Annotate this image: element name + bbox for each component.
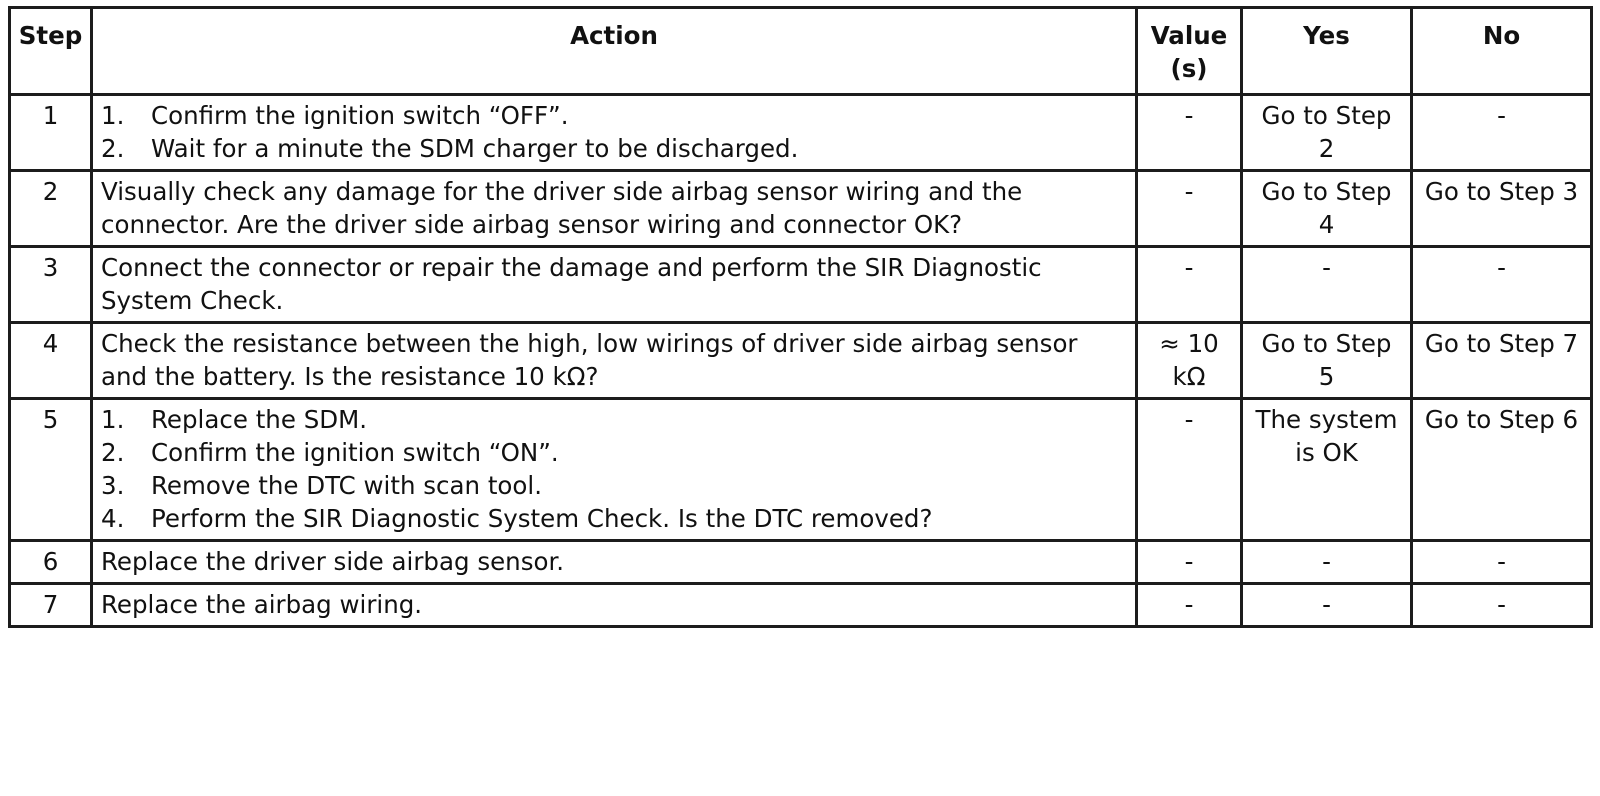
value-cell: - xyxy=(1137,541,1242,584)
table-row xyxy=(10,247,1592,323)
step-cell: 1 xyxy=(10,95,92,171)
action-cell: Connect the connector or repair the damage and perform the SIR Diagnostic System Check. xyxy=(92,247,1137,323)
list-item-text: Remove the DTC with scan tool. xyxy=(151,471,543,500)
list-item xyxy=(101,469,1127,502)
action-cell xyxy=(92,95,1137,171)
list-item-number: 2. xyxy=(101,438,125,467)
no-cell: - xyxy=(1412,247,1592,323)
action-cell: Replace the airbag wiring. xyxy=(92,584,1137,627)
action-cell: Replace the driver side airbag sensor. xyxy=(92,541,1137,584)
list-item xyxy=(101,436,1127,469)
step-cell: 4 xyxy=(10,323,92,399)
header-yes: Yes xyxy=(1242,8,1412,95)
value-cell: ≈ 10 kΩ xyxy=(1137,323,1242,399)
table-row xyxy=(10,399,1592,541)
yes-cell: The system is OK xyxy=(1242,399,1412,541)
step-cell: 3 xyxy=(10,247,92,323)
value-cell: - xyxy=(1137,247,1242,323)
header-value: Value (s) xyxy=(1137,8,1242,95)
header-row xyxy=(10,8,1592,95)
action-cell: Check the resistance between the high, low wirings of driver side airbag sensor and the battery. Is the resistance 10 kΩ? xyxy=(92,323,1137,399)
list-item xyxy=(101,403,1127,436)
value-cell: - xyxy=(1137,584,1242,627)
value-cell: - xyxy=(1137,399,1242,541)
list-item-number: 1. xyxy=(101,101,125,130)
no-cell: - xyxy=(1412,95,1592,171)
no-cell: Go to Step 7 xyxy=(1412,323,1592,399)
list-item-number: 2. xyxy=(101,134,125,163)
action-cell xyxy=(92,399,1137,541)
yes-cell: Go to Step 2 xyxy=(1242,95,1412,171)
action-list xyxy=(101,403,1127,535)
step-cell: 2 xyxy=(10,171,92,247)
table-row xyxy=(10,171,1592,247)
value-cell: - xyxy=(1137,95,1242,171)
list-item-text: Replace the SDM. xyxy=(151,405,368,434)
list-item-number: 1. xyxy=(101,405,125,434)
action-cell: Visually check any damage for the driver side airbag sensor wiring and the connector. Are the driver side airbag sensor wiring and connector OK? xyxy=(92,171,1137,247)
header-no: No xyxy=(1412,8,1592,95)
list-item xyxy=(101,99,1127,132)
table-row xyxy=(10,95,1592,171)
list-item-text: Perform the SIR Diagnostic System Check. Is the DTC removed? xyxy=(151,504,933,533)
diagnostic-table xyxy=(8,6,1593,628)
no-cell: Go to Step 6 xyxy=(1412,399,1592,541)
yes-cell: - xyxy=(1242,584,1412,627)
list-item xyxy=(101,132,1127,165)
list-item-text: Wait for a minute the SDM charger to be discharged. xyxy=(151,134,799,163)
list-item-text: Confirm the ignition switch “ON”. xyxy=(151,438,559,467)
list-item-text: Confirm the ignition switch “OFF”. xyxy=(151,101,569,130)
no-cell: Go to Step 3 xyxy=(1412,171,1592,247)
yes-cell: - xyxy=(1242,247,1412,323)
action-list xyxy=(101,99,1127,165)
table-row xyxy=(10,584,1592,627)
header-step: Step xyxy=(10,8,92,95)
table-row xyxy=(10,323,1592,399)
no-cell: - xyxy=(1412,541,1592,584)
header-action: Action xyxy=(92,8,1137,95)
list-item-number: 3. xyxy=(101,471,125,500)
step-cell: 7 xyxy=(10,584,92,627)
step-cell: 6 xyxy=(10,541,92,584)
yes-cell: Go to Step 4 xyxy=(1242,171,1412,247)
diagnostic-table-container xyxy=(8,6,1590,628)
yes-cell: - xyxy=(1242,541,1412,584)
no-cell: - xyxy=(1412,584,1592,627)
yes-cell: Go to Step 5 xyxy=(1242,323,1412,399)
step-cell: 5 xyxy=(10,399,92,541)
value-cell: - xyxy=(1137,171,1242,247)
list-item xyxy=(101,502,1127,535)
list-item-number: 4. xyxy=(101,504,125,533)
table-row xyxy=(10,541,1592,584)
